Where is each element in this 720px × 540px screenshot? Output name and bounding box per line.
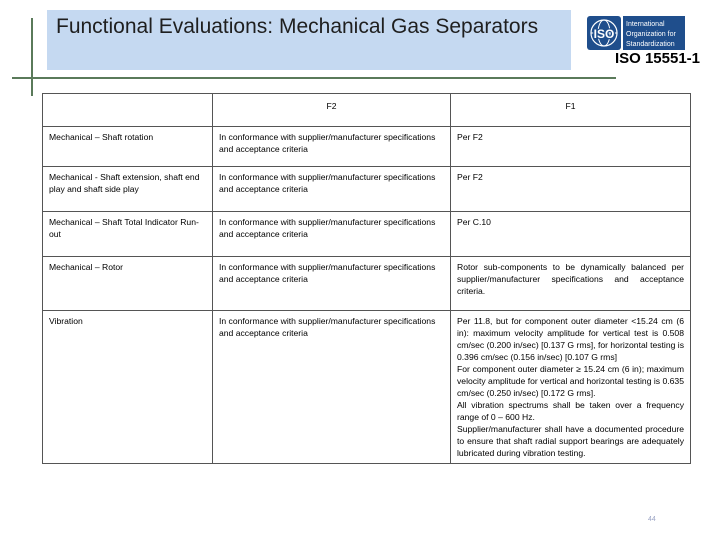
f1-text: For component outer diameter ≥ 15.24 cm (6 in); maximum velocity amplitude for vertical and horizontal testing is 0.635 cm/sec (0.250 in/sec) [0.172 G rms]. xyxy=(457,364,684,398)
f1-cell xyxy=(451,311,691,464)
f2-cell: In conformance with supplier/manufacturer specifications and acceptance criteria xyxy=(213,167,451,212)
f1-cell xyxy=(451,257,691,311)
f1-text: Rotor sub-components to be dynamically balanced per supplier/manufacturer specifications and acceptance criteria. xyxy=(457,262,684,296)
page-number: 44 xyxy=(648,516,656,523)
row-label: Mechanical – Rotor xyxy=(43,257,213,311)
f1-text: Per C.10 xyxy=(457,217,491,227)
f1-text: Supplier/manufacturer shall have a documented procedure to ensure that shaft radial support bearings are adequately lubricated during vibration testing. xyxy=(457,424,684,458)
row-label: Mechanical – Shaft Total Indicator Run-out xyxy=(43,212,213,257)
table-row xyxy=(43,127,691,167)
logo-abbrev: ISO xyxy=(593,27,615,41)
evaluation-table xyxy=(42,93,691,464)
page-title: Functional Evaluations: Mechanical Gas Separators xyxy=(56,15,539,38)
column-header-blank xyxy=(43,94,213,127)
row-label: Mechanical – Shaft rotation xyxy=(43,127,213,167)
standard-number: ISO 15551-1 xyxy=(614,50,700,67)
vertical-rule xyxy=(31,18,33,96)
table-row xyxy=(43,167,691,212)
column-header-f1: F1 xyxy=(451,94,691,127)
logo-line-3: Standardization xyxy=(626,41,675,48)
table-row xyxy=(43,257,691,311)
row-label: Vibration xyxy=(43,311,213,464)
logo-line-2: Organization for xyxy=(626,31,676,38)
f1-cell xyxy=(451,127,691,167)
table-row xyxy=(43,212,691,257)
f1-text: Per F2 xyxy=(457,172,483,182)
iso-logo xyxy=(587,14,685,52)
logo-line-1: International xyxy=(626,21,665,28)
f1-cell xyxy=(451,167,691,212)
table-row xyxy=(43,311,691,464)
horizontal-rule xyxy=(12,77,616,79)
f2-cell: In conformance with supplier/manufacturer specifications and acceptance criteria xyxy=(213,127,451,167)
f1-cell xyxy=(451,212,691,257)
f2-cell: In conformance with supplier/manufacturer specifications and acceptance criteria xyxy=(213,212,451,257)
table-header-row xyxy=(43,94,691,127)
f1-text: Per 11.8, but for component outer diameter <15.24 cm (6 in): maximum velocity amplitude for vertical test is 0.508 cm/sec (0.200 in/sec) [0.137 G rms], for horizontal testing is 0.396 cm/sec (0.156 in/sec) [0.107 G rms] xyxy=(457,316,684,362)
f2-cell: In conformance with supplier/manufacturer specifications and acceptance criteria xyxy=(213,257,451,311)
row-label: Mechanical - Shaft extension, shaft end play and shaft side play xyxy=(43,167,213,212)
column-header-f2: F2 xyxy=(213,94,451,127)
f1-text: Per F2 xyxy=(457,132,483,142)
f1-text: All vibration spectrums shall be taken over a frequency range of 0 – 600 Hz. xyxy=(457,400,684,422)
f2-cell: In conformance with supplier/manufacturer specifications and acceptance criteria xyxy=(213,311,451,464)
